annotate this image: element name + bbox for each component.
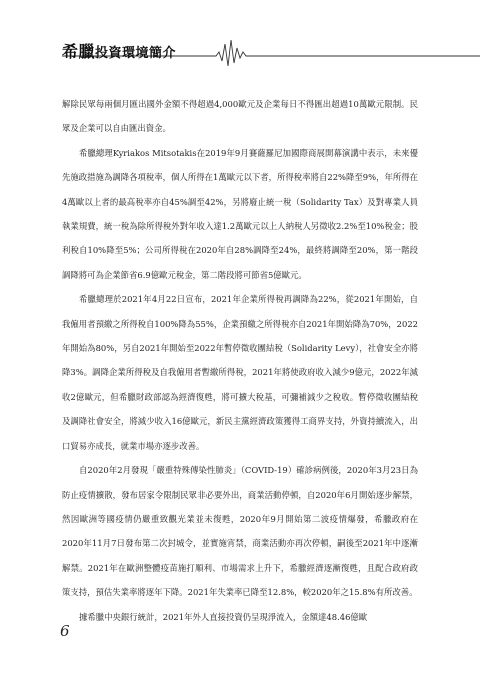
running-header — [0, 30, 480, 70]
paragraph-continuation: 解除民眾每兩個月匯出國外金額不得超過4,000歐元及企業每日不得匯出超過10萬歐元限制。民眾及企業可以自由匯出資金。 — [62, 99, 418, 134]
paragraph-covid: 自2020年2月發現「嚴重特殊傳染性肺炎」（COVID-19）確診病例後，2020年3月23日為防止疫情擴散，發布居家令限制民眾非必要外出，商業活動停頓，自2020年6月開始逐步解禁，然因歐洲等國疫情仍嚴重致觀光業並未復甦，2020年9月開始第二波疫情爆發，希臘政府在2020年11月7日發布第二次封城令，並實施宵禁，商業活動亦再次停頓，嗣後至2021年中逐漸解禁。2021年在歐洲整體疫苗施打順利、市場需求上升下，希臘經濟逐漸復甦，且配合政府政策支持，預估失業率將逐年下降。2021年失業率已降至12.8%，較2020年之15.8%有所改善。 — [62, 465, 418, 598]
body-text — [62, 92, 418, 629]
paragraph-2021-tax-cut: 希臘總理於2021年4月22日宣布，2021年企業所得稅再調降為22%，從2021年開始，自我僱用者預繳之所得稅自100%降為55%，企業預繳之所得稅亦自2021年開始降為70%，2022年開始為80%，另自2021年開始至2022年暫停徵收團結稅（Solidarity Levy），社會安全亦將降3%。調降企業所得稅及自我僱用者暫繳所得稅，2021年將使政府收入減少9億元，2022年減收2億歐元，但希臘財政部認為經濟復甦，將可擴大稅基，可彌補減少之稅收。暫停徵收團結稅及調降社會安全，將減少收入16億歐元，新民主黨經濟政策獲得工商界支持，外資持續流入，出口貿易亦成長，就業市場亦逐步改善。 — [62, 294, 418, 451]
page-number: 6 — [60, 622, 70, 640]
header-title — [62, 39, 176, 62]
paragraph-tax-reform: 希臘總理Kyriakos Mitsotakis在2019年9月賽薩羅尼加國際商展開幕演講中表示，未來優先施政措施為調降各項稅率，個人所得在1萬歐元以下者，所得稅率將自22%降至9%，年所得在4萬歐以上者的最高稅率亦自45%調至42%，另將廢止統一稅（Solidarity Tax）及對專業人員執業規費，統一稅為除所得稅外對年收入達1.2萬歐元以上人納稅人另徵收2.2%至10%稅金；股利稅自10%降至5%；公司所得稅在2020年自28%調降至24%，最終將調降至20%，第一階段調降將可為企業節省6.9億歐元稅金，第二階段將可節省5億歐元。 — [62, 147, 418, 280]
header-title-country: 希臘 — [62, 42, 96, 61]
header-title-subtitle: 投資環境簡介 — [95, 46, 177, 61]
paragraph-fdi: 據希臘中央銀行統計，2021年外人直接投資仍呈現淨流入，金額達48.46億歐 — [79, 611, 368, 622]
